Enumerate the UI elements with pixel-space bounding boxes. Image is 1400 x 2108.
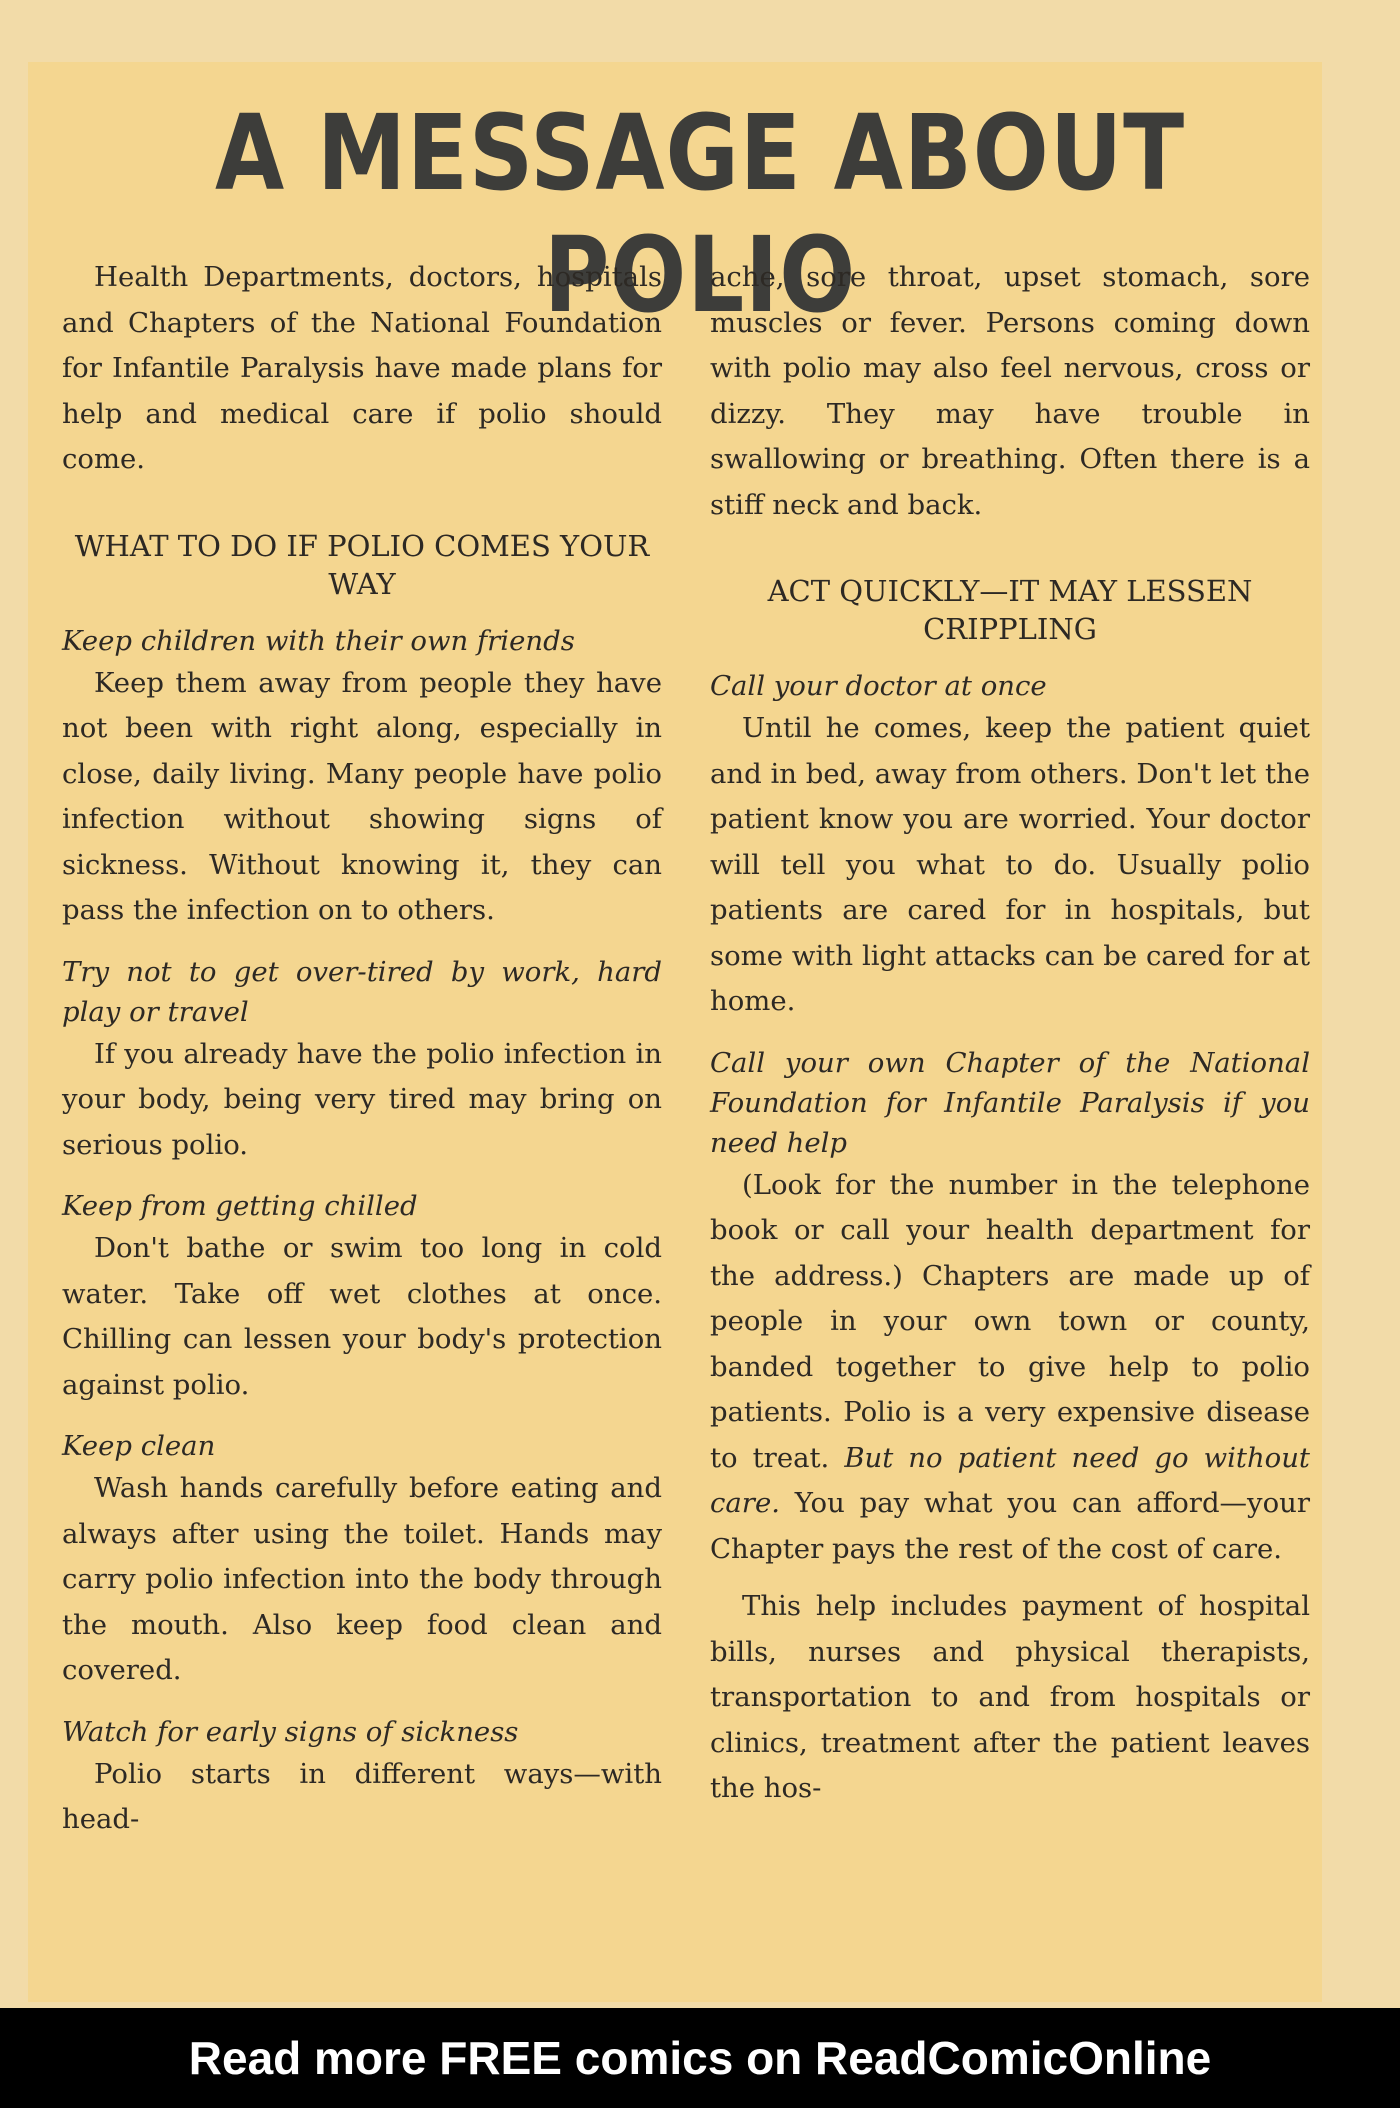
paragraph-keep-clean: Wash hands carefully before eating and always after using the toilet. Hands may carry polio infection into the body through the mouth. Also keep food clean and covered. <box>62 1472 662 1686</box>
paragraph-chilled: Don't bathe or swim too long in cold water. Take off wet clothes at once. Chilling can lessen your body's protection against polio. <box>62 1232 662 1401</box>
paragraph-over-tired: If you already have the polio infection in your body, being very tired may bring on serious polio. <box>62 1037 662 1161</box>
subhead-early-signs: Watch for early signs of sickness <box>62 1715 519 1748</box>
chapter-text-start: (Look for the number in the telephone book or call your health department for the address.) Chapters are made up of people in your own town or county, banded together to give help to polio patients. Polio is a very expensive disease to treat. <box>710 1168 1310 1474</box>
paragraph-call-doctor: Until he comes, keep the patient quiet and in bed, away from others. Don't let the patient know you are worried. Your doctor will tell you what to do. Usually polio patients are cared for in hospitals, but some with light attacks can be cared for at home. <box>710 712 1310 1017</box>
paragraph-call-chapter <box>710 1163 1310 1573</box>
chapter-text-end: You pay what you can afford—your Chapter pays the rest of the cost of care. <box>710 1487 1310 1565</box>
intro-paragraph: Health Departments, doctors, hospitals and Chapters of the National Foundation for Infantile Paralysis have made plans for help and medical care if polio should come. <box>62 261 662 475</box>
closing-paragraph: This help includes payment of hospital bills, nurses and physical therapists, transportation to and from hospitals or clinics, treatment after the patient leaves the hos- <box>710 1590 1310 1804</box>
chapter-text-emphasis: But no patient need go without care. <box>710 1441 1310 1519</box>
section-heading-what-to-do: WHAT TO DO IF POLIO COMES YOUR WAY <box>74 528 650 601</box>
paragraph-early-signs: Polio starts in different ways—with head- <box>62 1757 662 1835</box>
subhead-over-tired: Try not to get over-tired by work, hard play or travel <box>62 955 662 1028</box>
page-title: A MESSAGE ABOUT POLIO <box>214 92 1186 336</box>
continuation-paragraph: ache, sore throat, upset stomach, sore muscles or fever. Persons coming down with polio may also feel nervous, cross or dizzy. They may have trouble in swallowing or breathing. Often there is a stiff neck and back. <box>710 261 1310 521</box>
section-heading-act-quickly: ACT QUICKLY—IT MAY LESSEN CRIPPLING <box>767 574 1253 646</box>
subhead-keep-clean: Keep clean <box>62 1430 216 1462</box>
right-column <box>710 255 1310 1812</box>
footer-banner[interactable]: Read more FREE comics on ReadComicOnline <box>0 2008 1400 2108</box>
subhead-chilled: Keep from getting chilled <box>62 1190 418 1222</box>
left-column <box>62 255 662 1843</box>
subhead-call-doctor: Call your doctor at once <box>710 670 1047 702</box>
subhead-call-chapter: Call your own Chapter of the National Foundation for Infantile Paralysis if you need help <box>710 1046 1310 1159</box>
subhead-keep-children: Keep children with their own friends <box>62 624 575 657</box>
paragraph-keep-children: Keep them away from people they have not been with right along, especially in close, daily living. Many people have polio infection without showing signs of sickness. Without knowing it, they can pass the infection on to others. <box>62 666 662 926</box>
